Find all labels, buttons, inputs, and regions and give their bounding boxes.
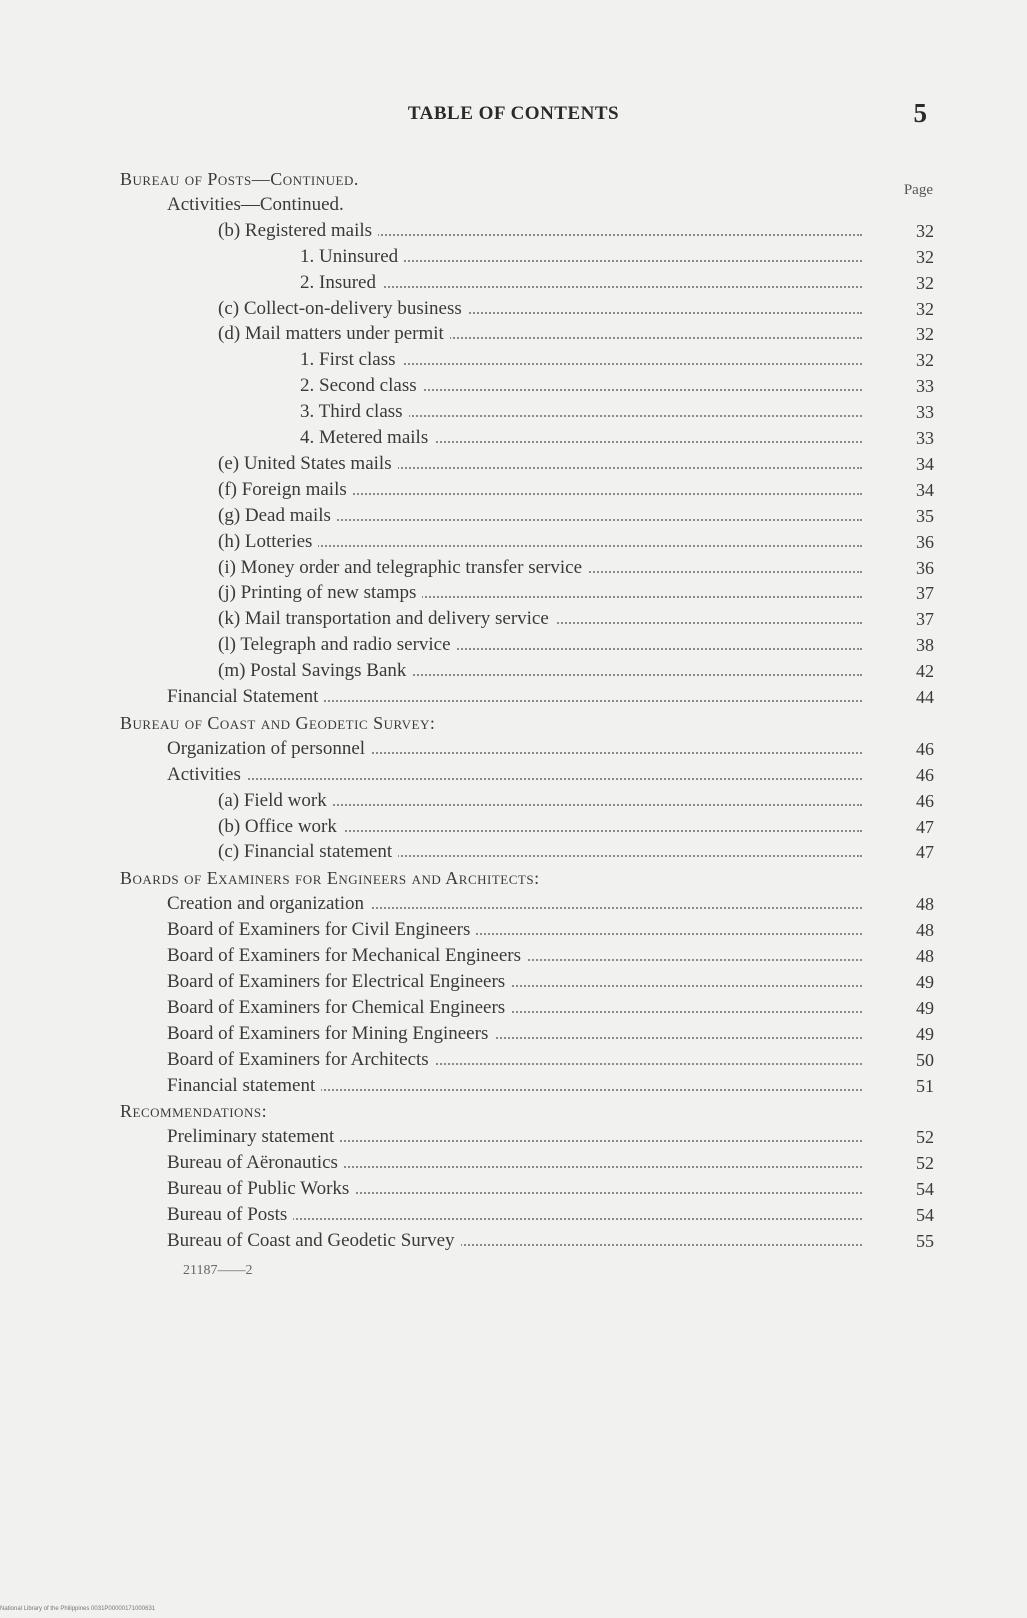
toc-page-number: 55 (916, 1230, 934, 1251)
dot-leader (320, 286, 862, 288)
toc-entry (120, 839, 940, 865)
toc-entry-label: Financial statement (167, 1073, 321, 1099)
toc-entry-label: Organization of personnel (167, 736, 371, 762)
toc-entry-label: (d) Mail matters under permit (218, 321, 450, 347)
toc-entry (120, 529, 940, 555)
toc-page-number: 33 (916, 376, 934, 397)
toc-page-number: 35 (916, 505, 934, 526)
toc-page-number: 33 (916, 428, 934, 448)
toc-entry (120, 477, 940, 503)
toc-page-number: 44 (916, 687, 934, 707)
toc-entry-label: Recommendations: (120, 1098, 273, 1124)
dot-leader (238, 545, 862, 547)
toc-entry (120, 451, 940, 477)
toc-entry (120, 373, 940, 399)
toc-entry (120, 1176, 940, 1202)
archive-note: National Library of the Philippines 0031P00000171000631 (0, 1606, 156, 1612)
toc-entry (120, 969, 940, 995)
footer-code: 21187——2 (183, 1263, 253, 1278)
toc-entry (120, 658, 940, 684)
toc-page-number: 49 (916, 1023, 934, 1044)
toc-entry (120, 399, 940, 425)
page-column-label: Page (903, 182, 933, 198)
toc-section-heading (120, 1098, 940, 1124)
toc-page-number: 32 (916, 246, 934, 267)
toc-page-number: 54 (916, 1205, 934, 1225)
toc-page-number: 34 (916, 453, 934, 474)
toc-entry-label: Board of Examiners for Civil Engineers (167, 917, 476, 943)
toc-entry-label: Bureau of Posts—Continued. (120, 166, 365, 192)
toc-page-number: 49 (916, 971, 934, 992)
toc-entry-label: (c) Collect-on-delivery business (218, 296, 468, 322)
toc-entry (120, 762, 940, 788)
toc-entry (120, 606, 940, 632)
toc-entry (120, 1228, 940, 1254)
toc-entry-label: (a) Field work (218, 788, 333, 814)
toc-page-number: 32 (916, 350, 934, 371)
toc-page-number: 42 (916, 661, 934, 682)
toc-entry-label: Board of Examiners for Mining Engineers (167, 1021, 494, 1047)
toc-page-number: 34 (916, 479, 934, 500)
toc-entry-label: Bureau of Coast and Geodetic Survey (167, 1228, 461, 1254)
toc-entry (120, 425, 940, 451)
toc-entry (120, 503, 940, 529)
toc-entry (120, 891, 940, 917)
toc-page-number: 48 (916, 920, 934, 941)
toc-section-heading (120, 865, 940, 891)
toc-page-number: 49 (916, 997, 934, 1018)
toc-entry-label: (c) Financial statement (218, 839, 398, 865)
toc-entry (120, 321, 940, 347)
toc-entry-label: (l) Telegraph and radio service (218, 632, 457, 658)
toc-entry-label: (e) United States mails (218, 451, 398, 477)
toc-page-number: 37 (916, 609, 934, 630)
toc-entry-label: (j) Printing of new stamps (218, 580, 422, 606)
toc-entry-label: Financial Statement (167, 684, 324, 710)
toc-page-number: 36 (916, 557, 934, 578)
toc-entry-label: (i) Money order and telegraphic transfer service (218, 555, 588, 581)
toc-page-number: 52 (916, 1127, 934, 1148)
toc-entry-label: (g) Dead mails (218, 503, 337, 529)
toc-entry (120, 632, 940, 658)
toc-entry-label: Board of Examiners for Electrical Engineers (167, 969, 511, 995)
toc-entry-label: Board of Examiners for Chemical Engineers (167, 995, 511, 1021)
toc-page-number: 47 (916, 816, 934, 837)
toc-entry-label: 2. Second class (300, 373, 423, 399)
toc-page-number: 32 (916, 324, 934, 345)
toc-page-number: 32 (916, 298, 934, 319)
toc-entry-label: Bureau of Public Works (167, 1176, 355, 1202)
toc-page-number: 36 (916, 531, 934, 552)
toc-entry-label: (h) Lotteries (218, 529, 318, 555)
dot-leader (187, 778, 862, 780)
toc-entry (120, 1124, 940, 1150)
toc-entry (120, 1150, 940, 1176)
toc-page-number: 51 (916, 1075, 934, 1096)
toc-entry (120, 296, 940, 322)
toc-page-number: 32 (916, 220, 934, 241)
toc-entry-label: (b) Office work (218, 814, 343, 840)
toc-page-number: 52 (916, 1153, 934, 1174)
toc-entry-label: Board of Examiners for Mechanical Engineers (167, 943, 527, 969)
toc-page-number: 50 (916, 1049, 934, 1070)
toc-entry-label: 1. Uninsured (300, 244, 404, 270)
toc-entry (120, 580, 940, 606)
toc-entry (120, 218, 940, 244)
toc-page-number: 46 (916, 764, 934, 785)
toc-page-number: 46 (916, 790, 934, 811)
toc-entry (120, 192, 940, 218)
toc-entry-label: Bureau of Aëronautics (167, 1150, 344, 1176)
toc-entry (120, 814, 940, 840)
toc-page-number: 46 (916, 738, 934, 759)
page-number: 5 (913, 98, 927, 128)
toc-entry (120, 1202, 940, 1228)
toc-entry (120, 788, 940, 814)
toc-entry-label: Bureau of Coast and Geodetic Survey: (120, 710, 441, 736)
toc-entry (120, 917, 940, 943)
toc-section-heading (120, 166, 940, 192)
toc-page-number: 37 (916, 583, 934, 604)
toc-page-number: 33 (916, 402, 934, 423)
toc-page-number: 47 (916, 842, 934, 863)
toc-entry-label: 3. Third class (300, 399, 409, 425)
toc-page-number: 48 (916, 946, 934, 966)
toc-entry-label: Bureau of Posts (167, 1202, 293, 1228)
toc-entry (120, 347, 940, 373)
toc-entry-label: 1. First class (300, 347, 402, 373)
toc-entry (120, 555, 940, 581)
toc-entry-label: 2. Insured (300, 270, 382, 296)
toc-entry (120, 270, 940, 296)
toc-entry (120, 684, 940, 710)
toc-entry-label: (m) Postal Savings Bank (218, 658, 412, 684)
toc-entry-label: 4. Metered mails (300, 425, 434, 451)
toc-entry (120, 995, 940, 1021)
toc-entry-label: (f) Foreign mails (218, 477, 353, 503)
toc-entry-label: Preliminary statement (167, 1124, 340, 1150)
toc-page-number: 54 (916, 1179, 934, 1200)
toc-entry-label: Activities (167, 762, 247, 788)
toc-entry (120, 1021, 940, 1047)
toc-entry-label: Creation and organization (167, 891, 370, 917)
toc-entry (120, 736, 940, 762)
toc-page-number: 48 (916, 894, 934, 915)
toc-entry-label: (b) Registered mails (218, 218, 378, 244)
toc-section-heading (120, 710, 940, 736)
toc-page-number: 38 (916, 635, 934, 656)
toc-page-number: 32 (916, 272, 934, 293)
toc-entry-label: Activities—Continued. (167, 192, 350, 218)
toc-entry (120, 1047, 940, 1073)
toc-entry-label: (k) Mail transportation and delivery service (218, 606, 555, 632)
toc-entry-label: Board of Examiners for Architects (167, 1047, 435, 1073)
toc-entry (120, 1073, 940, 1099)
toc-entry-label: Boards of Examiners for Engineers and Architects: (120, 865, 546, 891)
toc-entry (120, 943, 940, 969)
page-title: TABLE OF CONTENTS (407, 103, 620, 124)
toc-entry (120, 244, 940, 270)
